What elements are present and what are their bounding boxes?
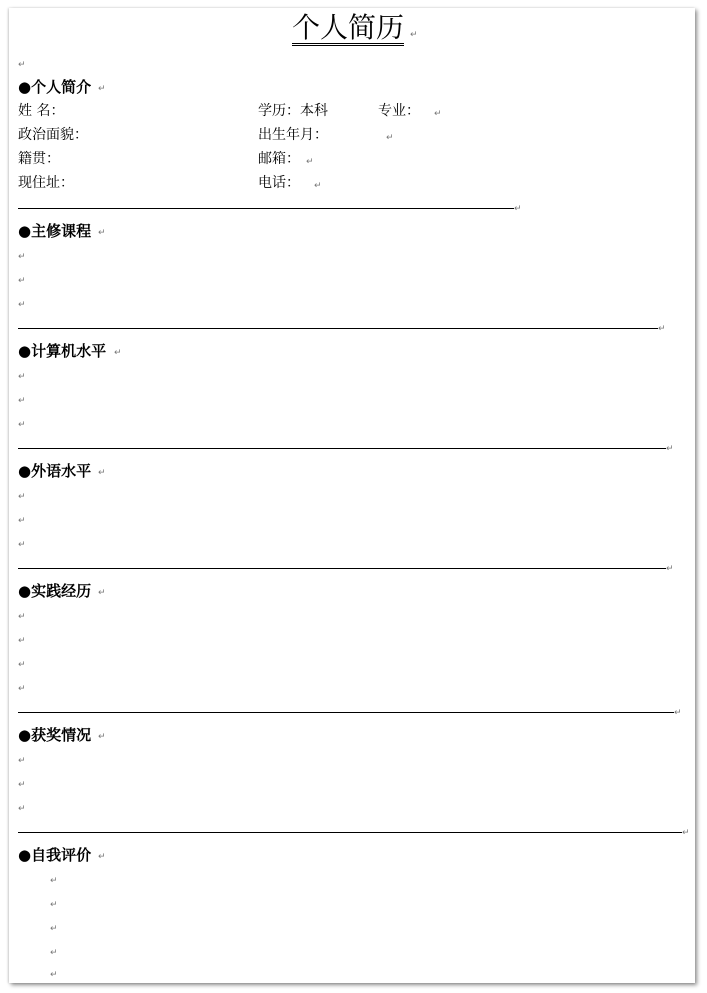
field-political-status: 政治面貌： <box>18 127 88 143</box>
paragraph-mark: ↵ <box>98 732 106 742</box>
paragraph-mark: ↵ <box>18 780 26 790</box>
section-heading-courses: ●主修课程 <box>18 222 92 240</box>
document-page <box>9 8 695 983</box>
paragraph-mark: ↵ <box>50 970 58 980</box>
field-name: 姓 名： <box>18 103 65 119</box>
divider-line <box>18 712 674 713</box>
paragraph-mark: ↵ <box>314 181 322 191</box>
divider-line <box>18 328 658 329</box>
paragraph-mark: ↵ <box>50 948 58 958</box>
paragraph-mark: ↵ <box>18 252 26 262</box>
paragraph-mark: ↵ <box>18 684 26 694</box>
paragraph-mark: ↵ <box>682 828 690 838</box>
field-email: 邮箱： <box>258 151 300 167</box>
paragraph-mark: ↵ <box>18 420 26 430</box>
paragraph-mark: ↵ <box>98 468 106 478</box>
section-heading-awards: ●获奖情况 <box>18 726 92 744</box>
paragraph-mark: ↵ <box>50 876 58 886</box>
page-title: 个人简历 <box>292 11 405 44</box>
paragraph-mark: ↵ <box>18 540 26 550</box>
paragraph-mark: ↵ <box>658 324 666 334</box>
divider-line <box>18 832 682 833</box>
section-heading-language: ●外语水平 <box>18 462 92 480</box>
paragraph-mark: ↵ <box>98 228 106 238</box>
paragraph-mark: ↵ <box>114 348 122 358</box>
paragraph-mark: ↵ <box>18 60 26 70</box>
field-address: 现住址： <box>18 175 74 191</box>
paragraph-mark: ↵ <box>98 84 106 94</box>
paragraph-mark: ↵ <box>18 372 26 382</box>
paragraph-mark: ↵ <box>514 204 522 214</box>
paragraph-mark: ↵ <box>98 588 106 598</box>
paragraph-mark: ↵ <box>666 444 674 454</box>
section-heading-self-evaluation: ●自我评价 <box>18 846 92 864</box>
paragraph-mark: ↵ <box>666 564 674 574</box>
paragraph-mark: ↵ <box>18 636 26 646</box>
section-heading-practice: ●实践经历 <box>18 582 92 600</box>
paragraph-mark: ↵ <box>98 852 106 862</box>
paragraph-mark: ↵ <box>18 492 26 502</box>
divider-line <box>18 208 514 209</box>
paragraph-mark: ↵ <box>386 133 394 143</box>
divider-line <box>18 448 666 449</box>
divider-line <box>18 568 666 569</box>
field-education: 学历：本科 <box>258 103 328 119</box>
paragraph-mark: ↵ <box>306 157 314 167</box>
paragraph-mark: ↵ <box>50 924 58 934</box>
paragraph-mark: ↵ <box>18 396 26 406</box>
paragraph-mark: ↵ <box>18 516 26 526</box>
paragraph-mark: ↵ <box>18 276 26 286</box>
section-heading-profile: ●个人简介 <box>18 78 92 96</box>
paragraph-mark: ↵ <box>674 708 682 718</box>
field-phone: 电话： <box>258 175 300 191</box>
paragraph-mark: ↵ <box>410 30 418 40</box>
paragraph-mark: ↵ <box>50 900 58 910</box>
field-major: 专业： <box>378 103 420 119</box>
paragraph-mark: ↵ <box>18 300 26 310</box>
paragraph-mark: ↵ <box>18 660 26 670</box>
section-heading-computer: ●计算机水平 <box>18 342 107 360</box>
paragraph-mark: ↵ <box>18 756 26 766</box>
field-hometown: 籍贯： <box>18 151 60 167</box>
paragraph-mark: ↵ <box>434 109 442 119</box>
paragraph-mark: ↵ <box>18 612 26 622</box>
paragraph-mark: ↵ <box>18 804 26 814</box>
field-birth-date: 出生年月： <box>258 127 328 143</box>
